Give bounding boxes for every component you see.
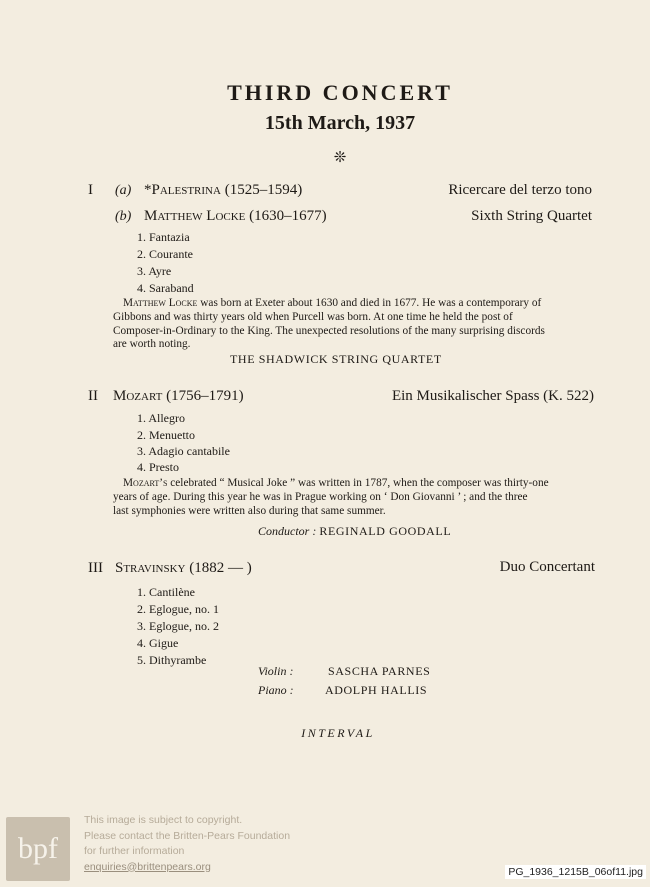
movement-item: 3. Adagio cantabile xyxy=(137,444,230,458)
copyright-footer xyxy=(0,807,650,887)
player-role: Violin : xyxy=(258,664,294,678)
movement-item: 2. Menuetto xyxy=(137,428,195,442)
movement-item: 4. Gigue xyxy=(137,636,179,650)
programme-note xyxy=(113,477,598,518)
movement-item: 1. Allegro xyxy=(137,411,185,425)
movement-item: 2. Courante xyxy=(137,247,193,261)
image-reference: PG_1936_1215B_06of11.jpg xyxy=(505,865,646,879)
copyright-line: Please contact the Britten-Pears Foundation xyxy=(84,829,291,842)
copyright-line: for further information xyxy=(84,845,185,857)
movement-item: 1. Cantilène xyxy=(137,585,195,599)
performers: THE SHADWICK STRING QUARTET xyxy=(230,352,442,366)
foundation-logo: bpf xyxy=(6,817,70,881)
movement-item: 3. Eglogue, no. 2 xyxy=(137,619,219,633)
composer-name: Stravinsky (1882 — ) xyxy=(115,560,252,576)
work-title: Ricercare del terzo tono xyxy=(448,182,592,198)
ornament-icon: ❊ xyxy=(333,150,347,166)
composer-name: Mozart (1756–1791) xyxy=(113,388,244,404)
concert-title: THIRD CONCERT xyxy=(227,80,453,105)
note-line: Composer-in-Ordinary to the King. The unexpected resolutions of the many surprising discords xyxy=(113,324,545,337)
work-title: Sixth String Quartet xyxy=(471,208,592,224)
note-lead: Matthew Locke xyxy=(123,297,198,309)
composer-name: Matthew Locke (1630–1677) xyxy=(144,208,327,224)
contact-email-link[interactable]: enquiries@brittenpears.org xyxy=(84,860,211,873)
note-line: was born at Exeter about 1630 and died in 1677. He was a contemporary of xyxy=(200,297,542,309)
work-title: Ein Musikalischer Spass (K. 522) xyxy=(391,388,594,404)
player-name: ADOLPH HALLIS xyxy=(325,683,428,697)
copyright-notice xyxy=(84,813,290,875)
movement-item: 4. Saraband xyxy=(137,281,194,295)
movement-item: 4. Presto xyxy=(137,460,179,474)
movement-item: 1. Fantazia xyxy=(137,230,190,244)
player-name: SASCHA PARNES xyxy=(328,664,431,678)
player-role: Piano : xyxy=(258,683,294,697)
section-numeral: III xyxy=(88,560,103,576)
composer-name: *Palestrina (1525–1594) xyxy=(144,182,303,198)
conductor-name: REGINALD GOODALL xyxy=(319,524,452,538)
section-numeral: I xyxy=(88,182,93,198)
copyright-line: This image is subject to copyright. xyxy=(84,814,243,826)
part-label: (a) xyxy=(115,183,132,198)
part-label: (b) xyxy=(115,209,132,224)
section-numeral: II xyxy=(88,388,98,404)
note-line: celebrated “ Musical Joke ” was written in 1787, when the composer was thirty-one xyxy=(170,477,549,489)
concert-date: 15th March, 1937 xyxy=(264,112,416,134)
movement-item: 3. Ayre xyxy=(137,264,172,278)
note-line: Gibbons and was thirty years old when Purcell was born. At one time he held the post of xyxy=(113,310,513,323)
movement-item: 2. Eglogue, no. 1 xyxy=(137,602,219,616)
conductor-label: Conductor : xyxy=(258,524,317,538)
note-line: years of age. During this year he was in Prague working on ‘ Don Giovanni ’ ; and the three xyxy=(113,490,528,503)
note-line: are worth noting. xyxy=(113,338,191,351)
work-title: Duo Concertant xyxy=(499,559,595,575)
note-line: last symphonies were written also during that same summer. xyxy=(113,504,386,517)
programme-note xyxy=(113,297,598,352)
movement-item: 5. Dithyrambe xyxy=(137,653,207,667)
interval-heading: INTERVAL xyxy=(301,726,375,740)
note-lead: Mozart’s xyxy=(123,477,168,489)
conductor-line xyxy=(258,524,451,539)
